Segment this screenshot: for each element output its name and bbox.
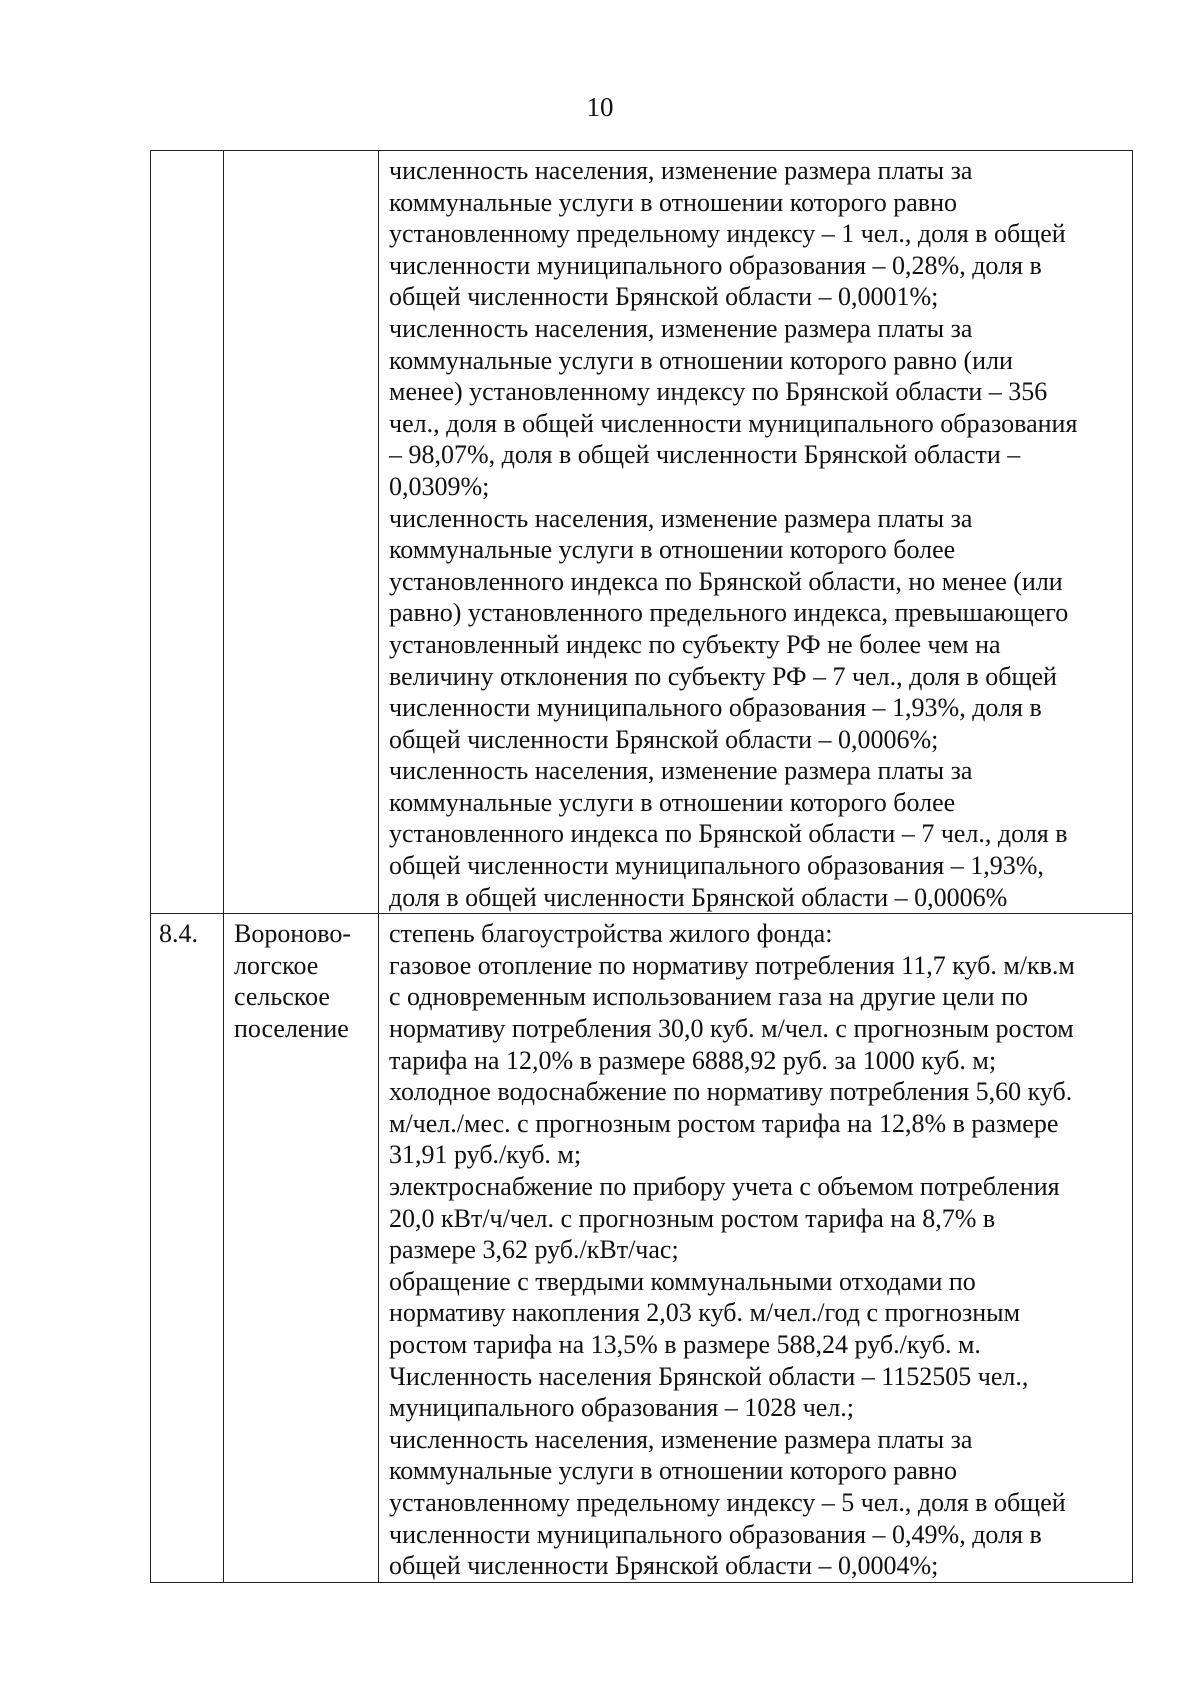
municipality-name-line: поселение bbox=[234, 1014, 349, 1044]
text-line: степень благоустройства жилого фонда: bbox=[389, 919, 833, 949]
municipality-name-line: Вороново- bbox=[234, 919, 352, 949]
text-line: численность населения, изменение размера платы за bbox=[389, 156, 973, 185]
text-line: размере 3,62 руб./кВт/час; bbox=[389, 1235, 679, 1265]
text-line: холодное водоснабжение по нормативу потребления 5,60 куб. bbox=[389, 1077, 1073, 1107]
text-line: коммунальные услуги в отношении которого более bbox=[389, 787, 956, 817]
text-line: общей численности Брянской области – 0,0004%; bbox=[389, 1551, 939, 1581]
text-line: обращение с твердыми коммунальными отходами по bbox=[389, 1266, 976, 1296]
data-table bbox=[150, 150, 1133, 1583]
text-line: коммунальные услуги в отношении которого равно bbox=[389, 187, 958, 217]
text-line: установленного индекса по Брянской области – 7 чел., доля в bbox=[389, 819, 1068, 849]
text-line: 0,0309%; bbox=[389, 471, 490, 501]
text-line: численности муниципального образования – 0,28%, доля в bbox=[389, 250, 1042, 280]
table-row-8-4 bbox=[151, 914, 1133, 1582]
text-line: нормативу накопления 2,03 куб. м/чел./год с прогнозным bbox=[389, 1298, 1021, 1328]
text-line: величину отклонения по субъекту РФ – 7 чел., доля в общей bbox=[389, 661, 1057, 691]
table-row-continuation bbox=[151, 151, 1133, 914]
text-line: установленный индекс по субъекту РФ не более чем на bbox=[389, 629, 1001, 659]
text-line: установленному предельному индексу – 1 чел., доля в общей bbox=[389, 219, 1066, 249]
text-line: общей численности Брянской области – 0,0001%; bbox=[389, 282, 939, 312]
text-line: нормативу потребления 30,0 куб. м/чел. с прогнозным ростом bbox=[389, 1014, 1074, 1044]
text-line: численность населения, изменение размера платы за bbox=[389, 313, 973, 343]
text-line: численности муниципального образования – 1,93%, доля в bbox=[389, 693, 1042, 723]
text-line: установленного индекса по Брянской области, но менее (или bbox=[389, 566, 1063, 596]
municipality-name-line: логское bbox=[234, 950, 319, 980]
text-line: газовое отопление по нормативу потребления 11,7 куб. м/кв.м bbox=[389, 950, 1075, 980]
text-line: с одновременным использованием газа на другие цели по bbox=[389, 982, 1028, 1012]
text-line: 20,0 кВт/ч/чел. с прогнозным ростом тарифа на 8,7% в bbox=[389, 1203, 996, 1233]
text-line: муниципального образования – 1028 чел.; bbox=[389, 1393, 855, 1423]
text-line: менее) установленному индексу по Брянской области – 356 bbox=[389, 377, 1048, 407]
text-line: доля в общей численности Брянской области – 0,0006% bbox=[389, 882, 1008, 912]
text-line: равно) установленного предельного индекса, превышающего bbox=[389, 598, 1069, 628]
description-cell bbox=[379, 914, 1133, 1582]
text-line: 31,91 руб./куб. м; bbox=[389, 1140, 582, 1170]
text-line: установленному предельному индексу – 5 чел., доля в общей bbox=[389, 1487, 1066, 1517]
municipality-name-line: сельское bbox=[234, 982, 330, 1012]
text-line: численности муниципального образования – 0,49%, доля в bbox=[389, 1519, 1042, 1549]
text-line: ростом тарифа на 13,5% в размере 588,24 руб./куб. м. bbox=[389, 1329, 981, 1359]
municipality-cell bbox=[224, 914, 379, 1582]
text-line: общей численности Брянской области – 0,0006%; bbox=[389, 724, 939, 754]
municipality-cell bbox=[224, 151, 379, 914]
text-line: м/чел./мес. с прогнозным ростом тарифа на 12,8% в размере bbox=[389, 1108, 1059, 1138]
description-cell bbox=[379, 151, 1133, 914]
page-number: 10 bbox=[586, 92, 614, 122]
text-line: коммунальные услуги в отношении которого более bbox=[389, 535, 956, 565]
text-line: общей численности муниципального образования – 1,93%, bbox=[389, 851, 1044, 881]
text-line: – 98,07%, доля в общей численности Брянской области – bbox=[389, 440, 1021, 470]
text-line: коммунальные услуги в отношении которого равно (или bbox=[389, 345, 1013, 375]
text-line: коммунальные услуги в отношении которого равно bbox=[389, 1456, 958, 1486]
text-line: численность населения, изменение размера платы за bbox=[389, 503, 973, 533]
row-number-cell bbox=[151, 151, 224, 914]
text-line: электроснабжение по прибору учета с объемом потребления bbox=[389, 1172, 1060, 1201]
row-number-cell: 8.4. bbox=[151, 914, 224, 1582]
text-line: численность населения, изменение размера платы за bbox=[389, 1424, 973, 1454]
text-line: тарифа на 12,0% в размере 6888,92 руб. за 1000 куб. м; bbox=[389, 1045, 997, 1075]
text-line: Численность населения Брянской области – 1152505 чел., bbox=[389, 1361, 1029, 1391]
text-line: чел., доля в общей численности муниципального образования bbox=[389, 408, 1078, 438]
text-line: численность населения, изменение размера платы за bbox=[389, 756, 973, 786]
